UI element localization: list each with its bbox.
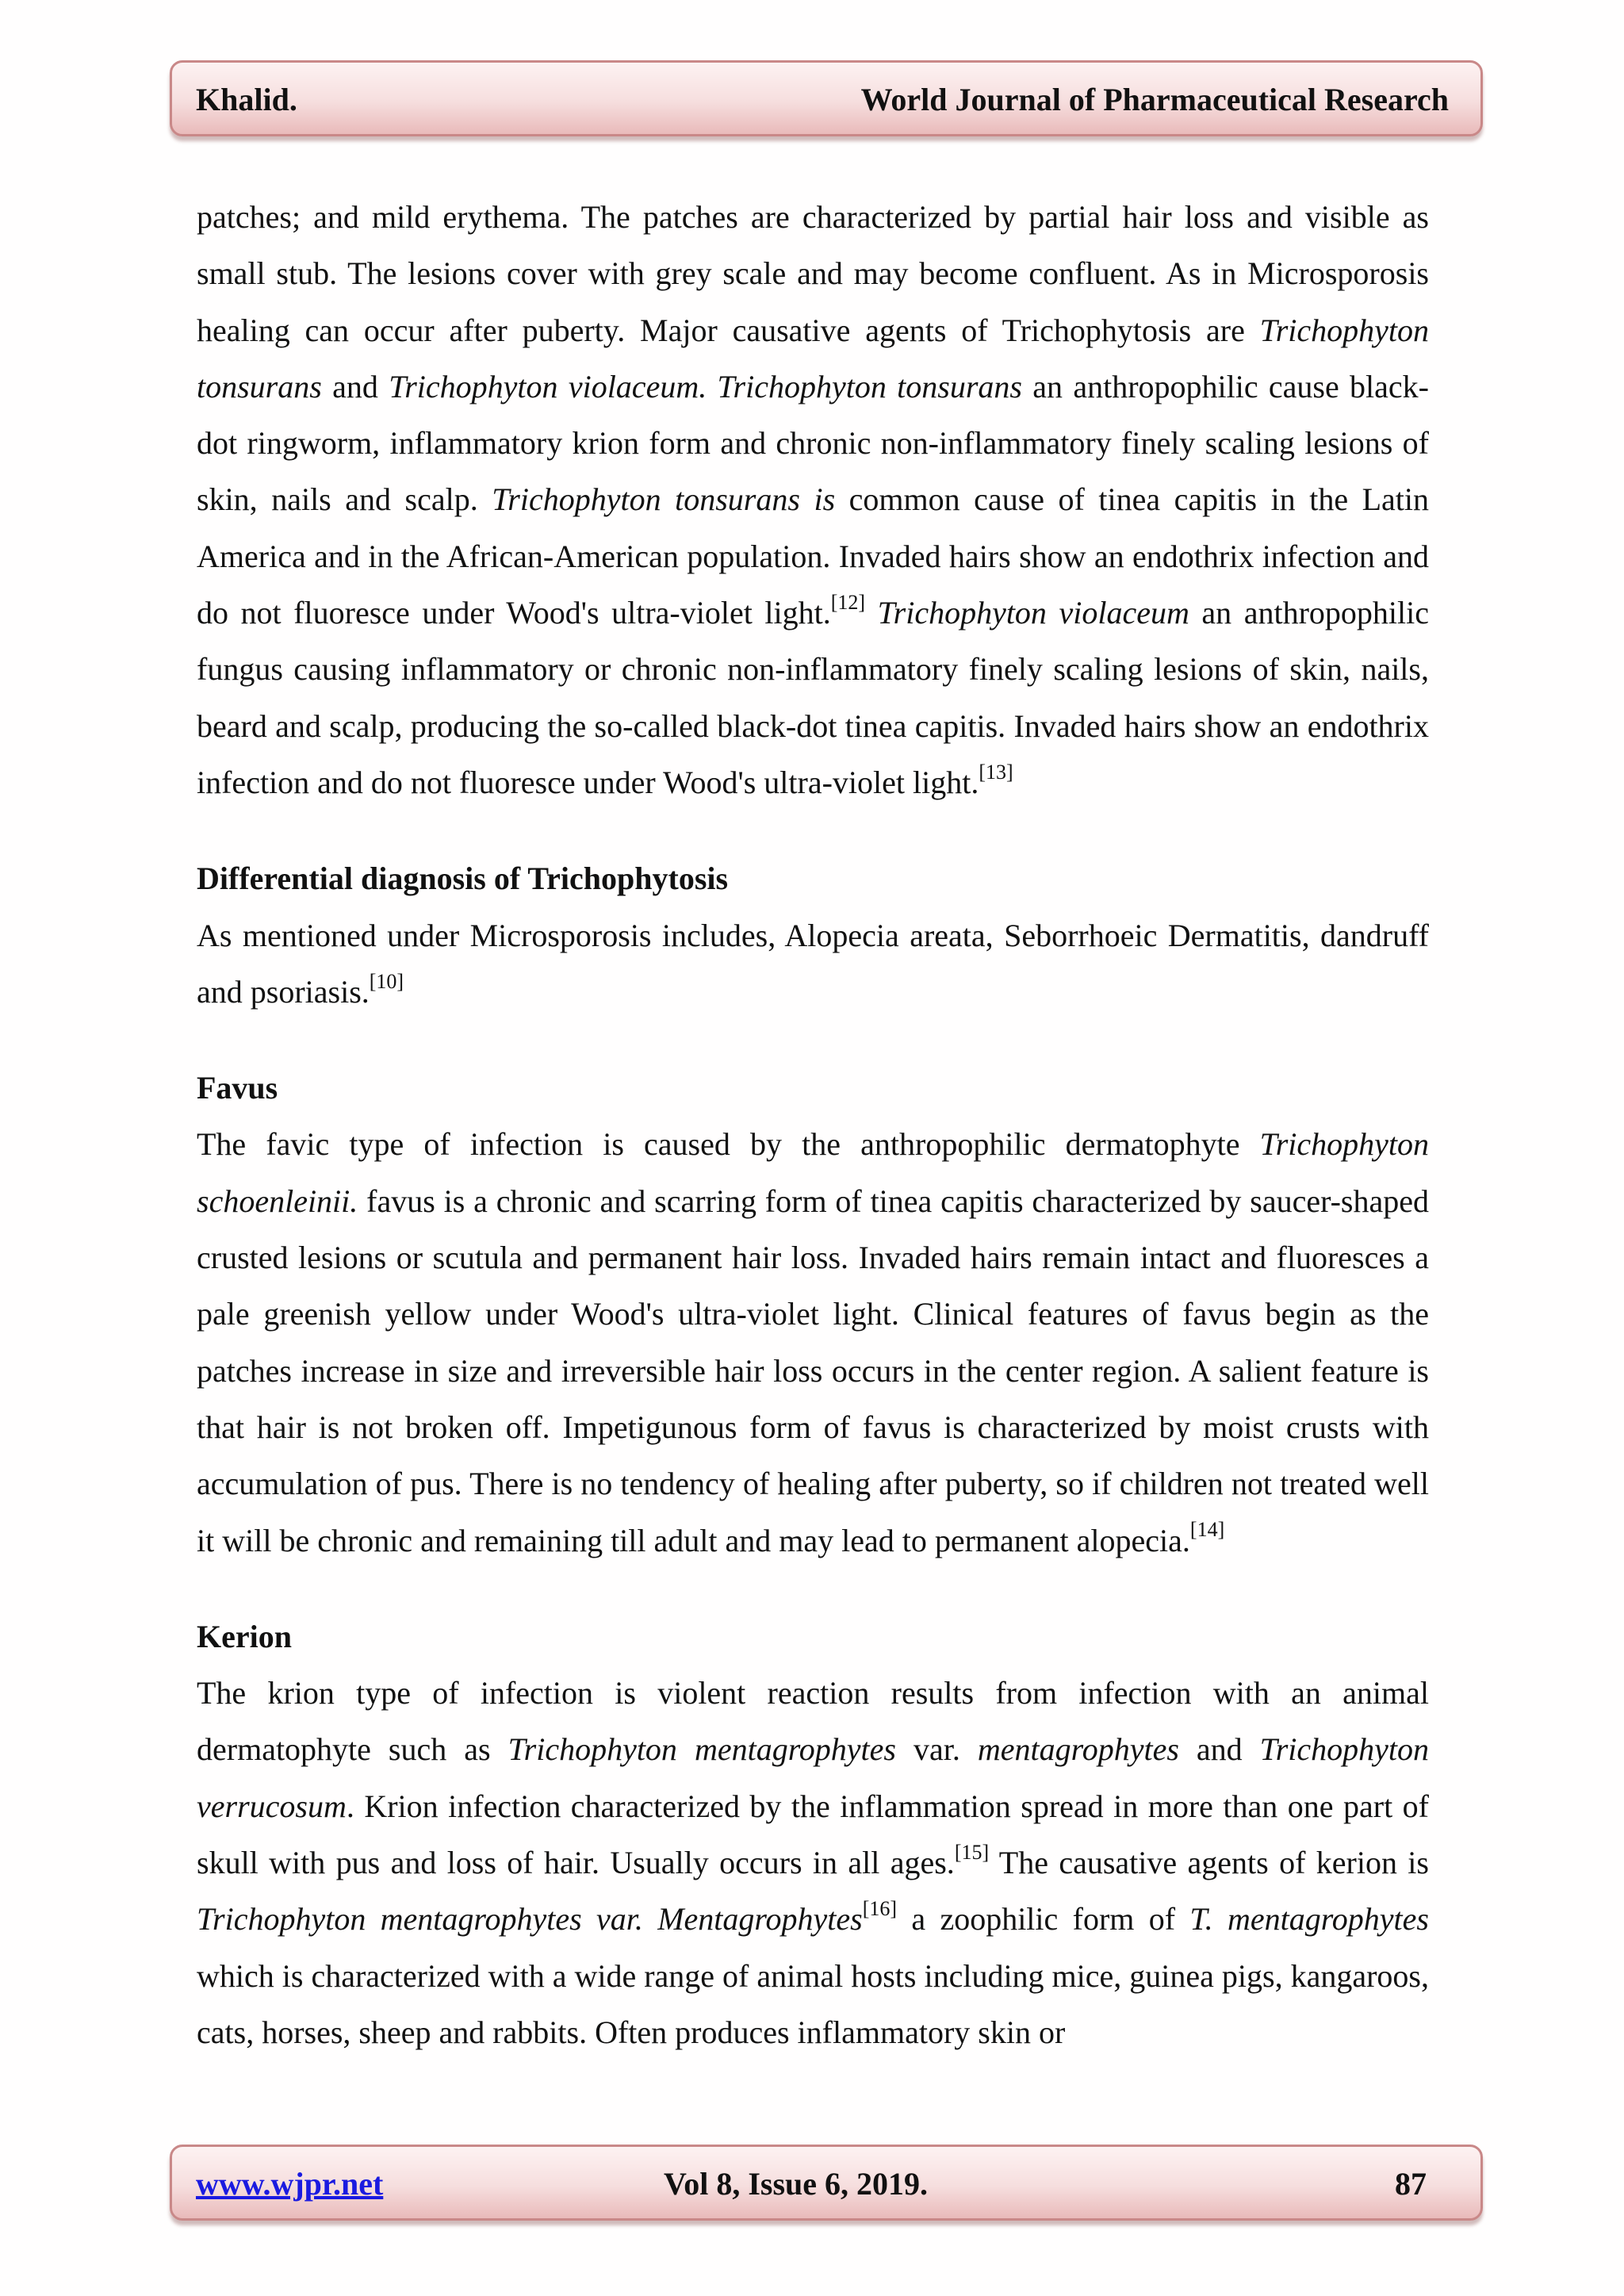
page-number: 87 bbox=[1395, 2166, 1427, 2202]
header-author: Khalid. bbox=[196, 82, 297, 117]
heading-differential-diagnosis: Differential diagnosis of Trichophytosis bbox=[197, 861, 729, 897]
heading-kerion: Kerion bbox=[197, 1618, 292, 1654]
species-name: Trichophyton mentagrophytes var. Mentagrophytes bbox=[197, 1901, 863, 1938]
species-name: Trichophyton tonsurans is bbox=[492, 481, 836, 518]
heading-favus: Favus bbox=[197, 1070, 278, 1106]
paragraph-trichophytosis bbox=[197, 189, 1429, 811]
page-footer bbox=[170, 2145, 1483, 2221]
species-name: Trichophyton mentagrophytes bbox=[508, 1731, 896, 1768]
text: an anthropophilic fungus causing inflammatory or chronic non-inflammatory finely scaling lesions of skin, nails, beard and scalp, producing the so-called black-dot tinea capitis. Invaded hairs show an endothrix infection and do not fluoresce under Wood's ultra-violet light. bbox=[197, 595, 1429, 800]
text: patches; and mild erythema. The patches are characterized by partial hair loss and visible as small stub. The lesions cover with grey scale and may become confluent. As in Microsporosis healing can occur after puberty. Major causative agents of Trichophytosis are bbox=[197, 199, 1429, 348]
text: common cause of tinea capitis in the Latin America and in the African-American population. Invaded hairs show an endothrix infection and do not fluoresce under Wood's ultra-violet light. bbox=[197, 481, 1430, 631]
journal-website-link[interactable]: www.wjpr.net bbox=[196, 2166, 384, 2202]
text: The causative agents of kerion is bbox=[989, 1845, 1429, 1881]
text: and bbox=[321, 368, 389, 404]
species-name: mentagrophytes bbox=[977, 1731, 1179, 1768]
citation: [14] bbox=[1189, 1518, 1225, 1542]
citation: [10] bbox=[369, 969, 404, 993]
text: var. bbox=[895, 1731, 978, 1768]
species-name: Trichophyton tonsurans bbox=[197, 312, 1429, 404]
species-name: T. mentagrophytes bbox=[1189, 1901, 1429, 1938]
paragraph-kerion bbox=[197, 1665, 1429, 2060]
text: The favic type of infection is caused by the anthropophilic dermatophyte bbox=[197, 1126, 1260, 1163]
species-name: Trichophyton violaceum bbox=[877, 595, 1189, 631]
citation: [13] bbox=[979, 760, 1013, 784]
text: favus is a chronic and scarring form of tinea capitis characterized by saucer-shaped crusted lesions or scutula and permanent hair loss. Invaded hairs remain intact and fluoresces a pale greenish yellow under Wood's ultra-violet light. Clinical features of favus begin as the patches increase in size and irreversible hair loss occurs in the center region. A salient feature is that hair is not broken off. Impetigunous form of favus is characterized by moist crusts with accumulation of pus. There is no tendency of healing after puberty, so if children not treated well it will be chronic and remaining till adult and may lead to permanent alopecia. bbox=[197, 1182, 1429, 1558]
header-journal: World Journal of Pharmaceutical Research bbox=[860, 82, 1449, 117]
text: an anthropophilic cause black-dot ringworm, inflammatory krion form and chronic non-inflammatory finely scaling lesions of skin, nails and scalp. bbox=[197, 368, 1429, 518]
species-name: Trichophyton schoenleinii. bbox=[197, 1126, 1429, 1219]
text: and bbox=[1178, 1731, 1260, 1768]
citation: [16] bbox=[862, 1896, 898, 1920]
text: The krion type of infection is violent reaction results from infection with an animal dermatophyte such as bbox=[197, 1675, 1429, 1768]
citation: [15] bbox=[954, 1840, 990, 1864]
article-body bbox=[197, 189, 1429, 2060]
volume-issue: Vol 8, Issue 6, 2019. bbox=[664, 2166, 929, 2202]
text: which is characterized with a wide range of animal hosts including mice, guinea pigs, kangaroos, cats, horses, sheep and rabbits. Often produces inflammatory skin or bbox=[197, 1957, 1429, 2050]
paragraph-favus bbox=[197, 1116, 1429, 1568]
text bbox=[865, 595, 878, 631]
species-name: Trichophyton verrucosum bbox=[197, 1731, 1429, 1824]
text: As mentioned under Microsporosis includes, Alopecia areata, Seborrhoeic Dermatitis, dandruff and psoriasis. bbox=[197, 917, 1429, 1010]
page-header bbox=[170, 60, 1483, 136]
text: . Krion infection characterized by the inflammation spread in more than one part of skull with pus and loss of hair. Usually occurs in all ages. bbox=[197, 1788, 1429, 1881]
species-name: Trichophyton violaceum. Trichophyton tonsurans bbox=[389, 368, 1022, 404]
paragraph-differential-diagnosis bbox=[197, 907, 1429, 1021]
text: a zoophilic form of bbox=[897, 1901, 1190, 1938]
citation: [12] bbox=[830, 590, 866, 614]
